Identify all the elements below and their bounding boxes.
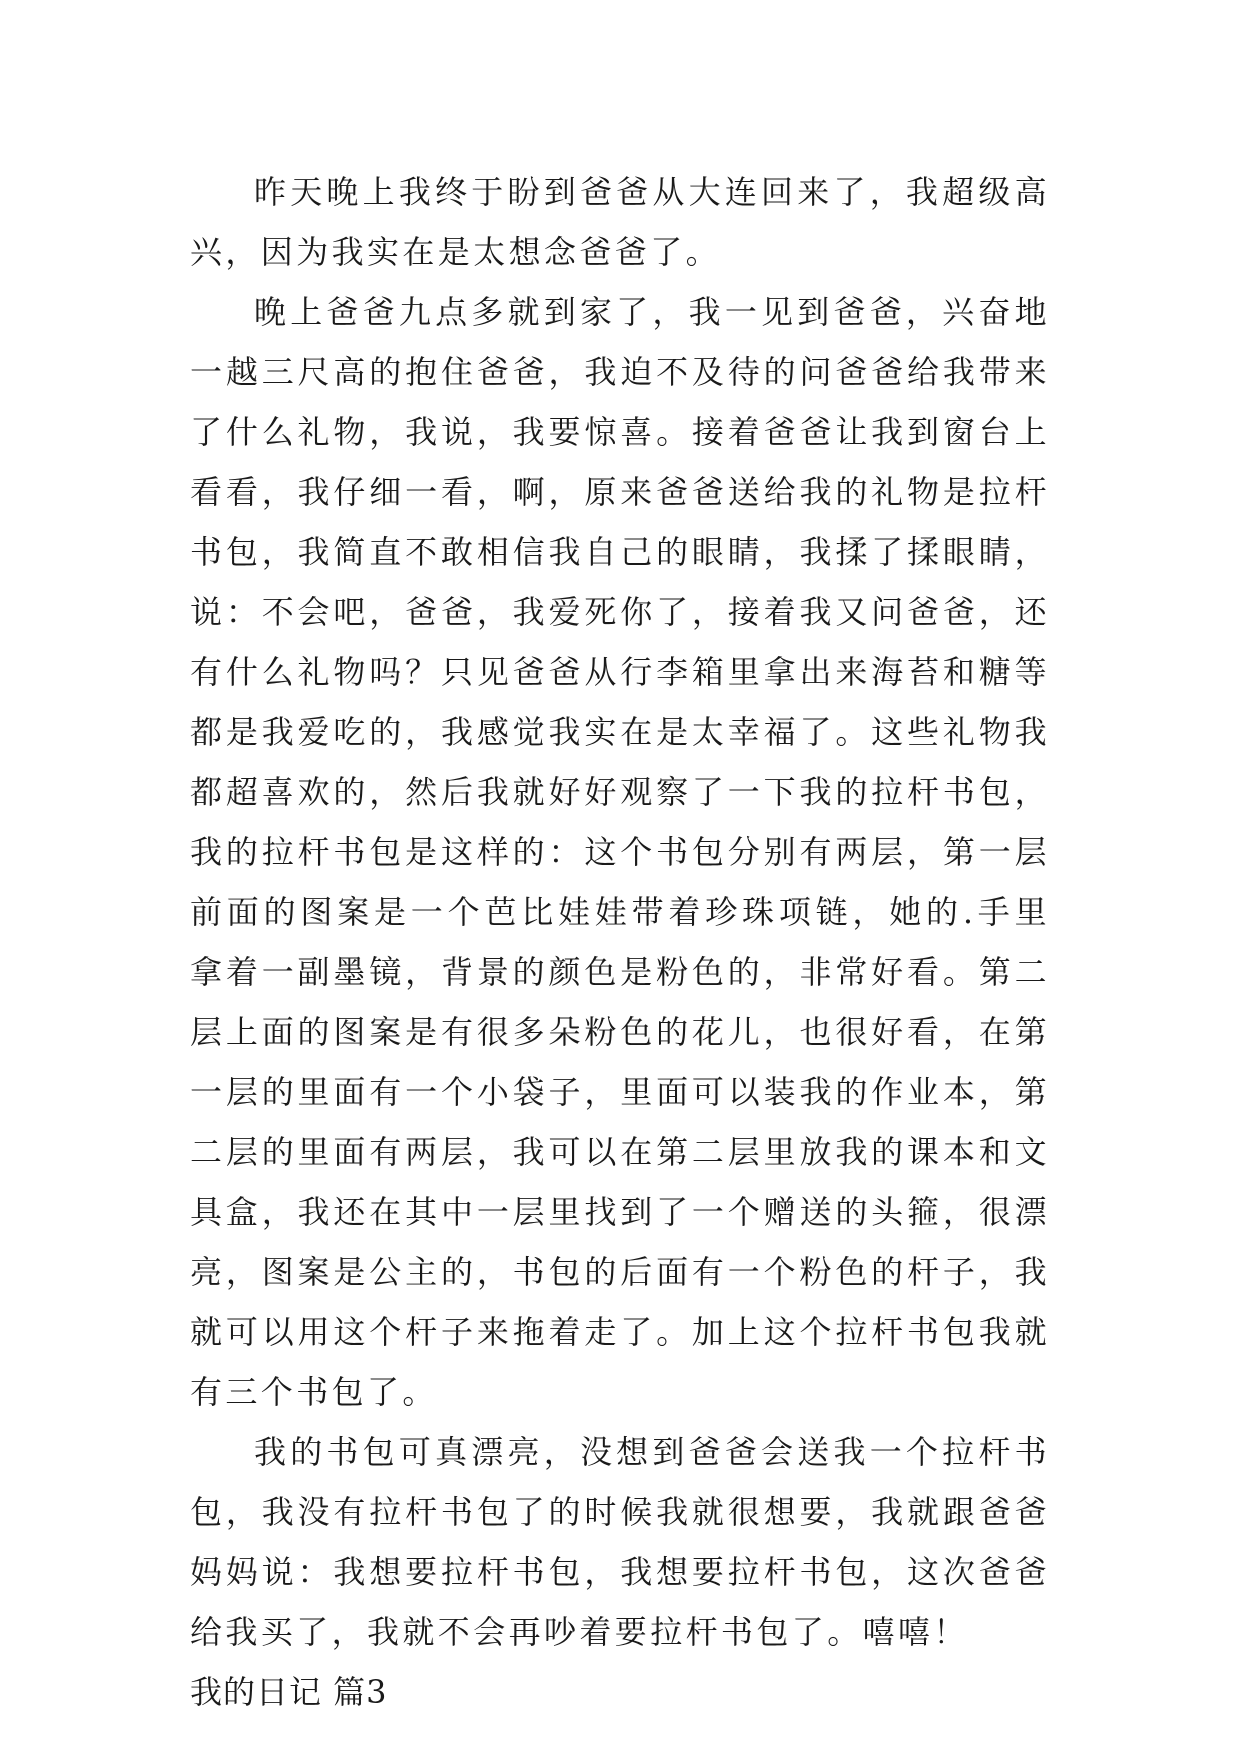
- paragraph-1: 昨天晚上我终于盼到爸爸从大连回来了，我超级高兴，因为我实在是太想念爸爸了。: [190, 173, 1050, 271]
- paragraph-3: 我的书包可真漂亮，没想到爸爸会送我一个拉杆书包，我没有拉杆书包了的时候我就很想要，我就跟爸爸妈妈说：我想要拉杆书包，我想要拉杆书包，这次爸爸给我买了，我就不会再吵着要拉杆书包了。嘻嘻！: [190, 1433, 1050, 1651]
- diary-body: [190, 162, 1050, 1722]
- paragraph-2: 晚上爸爸九点多就到家了，我一见到爸爸，兴奋地一越三尺高的抱住爸爸，我迫不及待的问爸爸给我带来了什么礼物，我说，我要惊喜。接着爸爸让我到窗台上看看，我仔细一看，啊，原来爸爸送给我的礼物是拉杆书包，我简直不敢相信我自己的眼睛，我揉了揉眼睛，说：不会吧，爸爸，我爱死你了，接着我又问爸爸，还有什么礼物吗？只见爸爸从行李箱里拿出来海苔和糖等都是我爱吃的，我感觉我实在是太幸福了。这些礼物我都超喜欢的，然后我就好好观察了一下我的拉杆书包，我的拉杆书包是这样的：这个书包分别有两层，第一层前面的图案是一个芭比娃娃带着珍珠项链，她的.手里拿着一副墨镜，背景的颜色是粉色的，非常好看。第二层上面的图案是有很多朵粉色的花儿，也很好看，在第一层的里面有一个小袋子，里面可以装我的作业本，第二层的里面有两层，我可以在第二层里放我的课本和文具盒，我还在其中一层里找到了一个赠送的头箍，很漂亮，图案是公主的，书包的后面有一个粉色的杆子，我就可以用这个杆子来拖着走了。加上这个拉杆书包我就有三个书包了。: [190, 293, 1050, 1411]
- section-heading: 我的日记 篇3: [190, 1673, 388, 1711]
